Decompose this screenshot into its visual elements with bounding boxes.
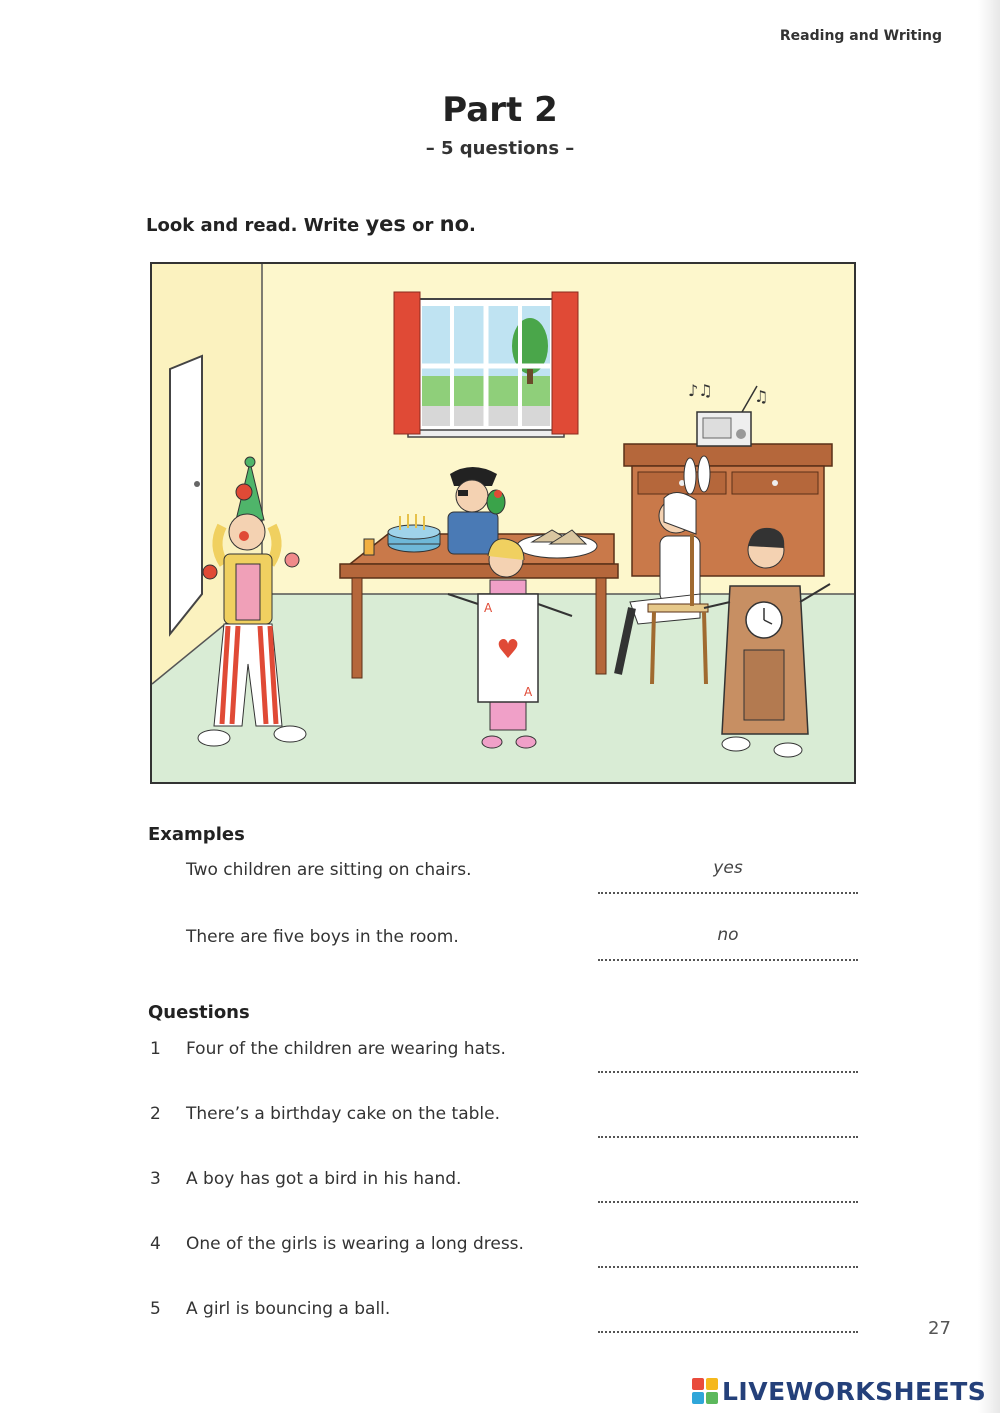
example-answer-line [598,858,858,894]
question-row [148,1104,860,1144]
liveworksheets-wordmark: LIVEWORKSHEETS [722,1376,987,1406]
answer-field[interactable] [598,1240,858,1268]
question-number: 5 [150,1299,161,1319]
question-row [148,1234,860,1274]
example-answer: no [717,925,739,945]
question-sentence: Four of the children are wearing hats. [186,1039,506,1059]
example-row [148,927,860,967]
question-row [148,1039,860,1079]
question-number: 3 [150,1169,161,1189]
instruction [146,212,476,236]
party-illustration [150,262,856,784]
question-number: 4 [150,1234,161,1254]
question-sentence: There’s a birthday cake on the table. [186,1104,501,1124]
right-curtain [552,292,578,434]
example-sentence: Two children are sitting on chairs. [186,860,472,880]
instruction-word-no: no [439,212,470,236]
page-edge-shadow [978,0,1000,1413]
example-answer: yes [713,858,743,878]
instruction-text-1: Look and read. Write [146,215,366,236]
running-head: Reading and Writing [779,28,942,44]
party-scene [152,264,854,782]
instruction-word-yes: yes [365,212,406,236]
examples-heading: Examples [148,824,245,845]
answer-field[interactable] [598,1110,858,1138]
example-answer-line [598,925,858,961]
svg-text:♫: ♫ [754,387,769,406]
example-sentence: There are five boys in the room. [186,927,459,947]
cup [364,539,374,555]
question-sentence: A boy has got a bird in his hand. [186,1169,462,1189]
liveworksheets-logo-icon [692,1378,718,1404]
left-curtain [394,292,420,434]
door [170,356,202,634]
question-sentence: A girl is bouncing a ball. [186,1299,391,1319]
example-row [148,860,860,900]
question-row [148,1169,860,1209]
svg-text:A: A [484,601,493,615]
svg-text:♪♫: ♪♫ [688,381,713,400]
part-title: Part 2 [442,90,558,130]
question-row [148,1299,860,1339]
question-sentence: One of the girls is wearing a long dress. [186,1234,524,1254]
sideboard [624,444,832,576]
svg-text:A: A [524,685,533,699]
instruction-text-2: or [405,215,440,236]
part-subtitle: – 5 questions – [425,138,575,159]
page-number: 27 [928,1318,951,1339]
window [408,299,564,437]
question-number: 1 [150,1039,161,1059]
question-number: 2 [150,1104,161,1124]
svg-text:♥: ♥ [496,635,520,665]
answer-field[interactable] [598,1175,858,1203]
questions-heading: Questions [148,1002,250,1023]
instruction-text-3: . [469,215,476,236]
answer-field[interactable] [598,1305,858,1333]
liveworksheets-logo [692,1376,986,1406]
answer-field[interactable] [598,1045,858,1073]
